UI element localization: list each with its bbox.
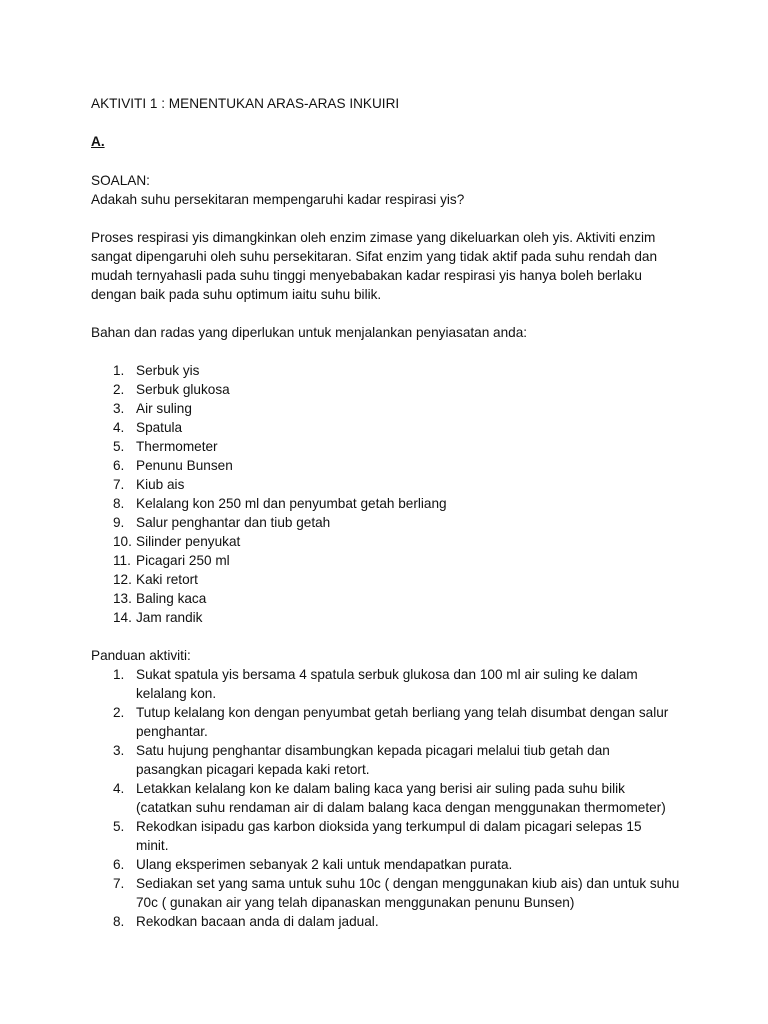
list-number: 13. — [113, 591, 132, 606]
list-text: Silinder penyukat — [136, 534, 241, 549]
step-item — [91, 703, 691, 741]
step-line: Rekodkan bacaan anda di dalam jadual. — [136, 914, 379, 929]
step-line: Rekodkan isipadu gas karbon dioksida yang terkumpul di dalam picagari selepas 15 — [136, 819, 642, 834]
question-text: Adakah suhu persekitaran mempengaruhi kadar respirasi yis? — [91, 192, 465, 207]
list-item — [91, 551, 691, 570]
list-text: Kaki retort — [136, 572, 198, 587]
intro-line: dengan baik pada suhu optimum iaitu suhu bilik. — [91, 287, 382, 302]
intro-line: Proses respirasi yis dimangkinkan oleh enzim zimase yang dikeluarkan oleh yis. Aktiviti enzim — [91, 230, 656, 245]
step-line: kelalang kon. — [136, 686, 217, 701]
step-number: 6. — [113, 857, 125, 872]
list-number: 14. — [113, 610, 132, 625]
list-text: Salur penghantar dan tiub getah — [136, 515, 331, 530]
step-item — [91, 912, 691, 931]
step-line: 70c ( gunakan air yang telah dipanaskan menggunakan penunu Bunsen) — [136, 895, 575, 910]
step-number: 2. — [113, 705, 125, 720]
list-item — [91, 456, 691, 475]
list-item — [91, 361, 691, 380]
list-text: Thermometer — [136, 439, 218, 454]
list-text: Baling kaca — [136, 591, 207, 606]
section-label: A. — [91, 134, 105, 149]
activity-title: AKTIVITI 1 : MENENTUKAN ARAS-ARAS INKUIRI — [91, 96, 400, 111]
list-item — [91, 418, 691, 437]
list-text: Picagari 250 ml — [136, 553, 230, 568]
step-number: 3. — [113, 743, 125, 758]
list-item — [91, 437, 691, 456]
step-line: Tutup kelalang kon dengan penyumbat getah berliang yang telah disumbat dengan salur — [136, 705, 669, 720]
list-text: Kiub ais — [136, 477, 185, 492]
list-item — [91, 494, 691, 513]
list-number: 10. — [113, 534, 132, 549]
guide-label: Panduan aktiviti: — [91, 648, 191, 663]
list-item — [91, 513, 691, 532]
list-item — [91, 532, 691, 551]
step-number: 4. — [113, 781, 125, 796]
list-text: Penunu Bunsen — [136, 458, 233, 473]
intro-line: mudah ternyahasli pada suhu tinggi menyebabakan kadar respirasi yis hanya boleh berlaku — [91, 268, 642, 283]
step-item — [91, 741, 691, 779]
step-line: pasangkan picagari kepada kaki retort. — [136, 762, 370, 777]
list-text: Air suling — [136, 401, 192, 416]
step-line: Sukat spatula yis bersama 4 spatula serbuk glukosa dan 100 ml air suling ke dalam — [136, 667, 638, 682]
list-item — [91, 570, 691, 589]
step-item — [91, 874, 691, 912]
materials-lead: Bahan dan radas yang diperlukan untuk menjalankan penyiasatan anda: — [91, 325, 528, 340]
step-item — [91, 665, 691, 703]
list-number: 4. — [113, 420, 125, 435]
step-number: 5. — [113, 819, 125, 834]
list-number: 12. — [113, 572, 132, 587]
list-number: 11. — [113, 553, 131, 568]
step-line: Satu hujung penghantar disambungkan kepada picagari melalui tiub getah dan — [136, 743, 610, 758]
list-number: 3. — [113, 401, 125, 416]
intro-paragraph — [91, 228, 691, 304]
steps-list — [91, 665, 691, 931]
step-item — [91, 779, 691, 817]
step-item — [91, 817, 691, 855]
list-text: Kelalang kon 250 ml dan penyumbat getah berliang — [136, 496, 447, 511]
step-number: 1. — [113, 667, 125, 682]
list-text: Serbuk yis — [136, 363, 200, 378]
list-number: 9. — [113, 515, 125, 530]
step-line: minit. — [136, 838, 169, 853]
step-number: 7. — [113, 876, 125, 891]
step-line: (catatkan suhu rendaman air di dalam balang kaca dengan menggunakan thermometer) — [136, 800, 666, 815]
step-number: 8. — [113, 914, 125, 929]
list-number: 2. — [113, 382, 125, 397]
list-number: 1. — [113, 363, 125, 378]
step-line: penghantar. — [136, 724, 208, 739]
document-content — [91, 94, 691, 931]
materials-list — [91, 361, 691, 627]
list-item — [91, 589, 691, 608]
list-number: 8. — [113, 496, 125, 511]
intro-line: sangat dipengaruhi oleh suhu persekitaran. Sifat enzim yang tidak aktif pada suhu rendah dan — [91, 249, 658, 264]
list-number: 7. — [113, 477, 125, 492]
list-text: Serbuk glukosa — [136, 382, 230, 397]
list-item — [91, 380, 691, 399]
step-line: Sediakan set yang sama untuk suhu 10c ( dengan menggunakan kiub ais) dan untuk suhu — [136, 876, 680, 891]
list-number: 6. — [113, 458, 125, 473]
question-label: SOALAN: — [91, 173, 150, 188]
list-text: Jam randik — [136, 610, 203, 625]
step-line: Ulang eksperimen sebanyak 2 kali untuk mendapatkan purata. — [136, 857, 513, 872]
list-item — [91, 608, 691, 627]
step-line: Letakkan kelalang kon ke dalam baling kaca yang berisi air suling pada suhu bilik — [136, 781, 625, 796]
list-number: 5. — [113, 439, 125, 454]
list-item — [91, 475, 691, 494]
list-item — [91, 399, 691, 418]
step-item — [91, 855, 691, 874]
list-text: Spatula — [136, 420, 183, 435]
